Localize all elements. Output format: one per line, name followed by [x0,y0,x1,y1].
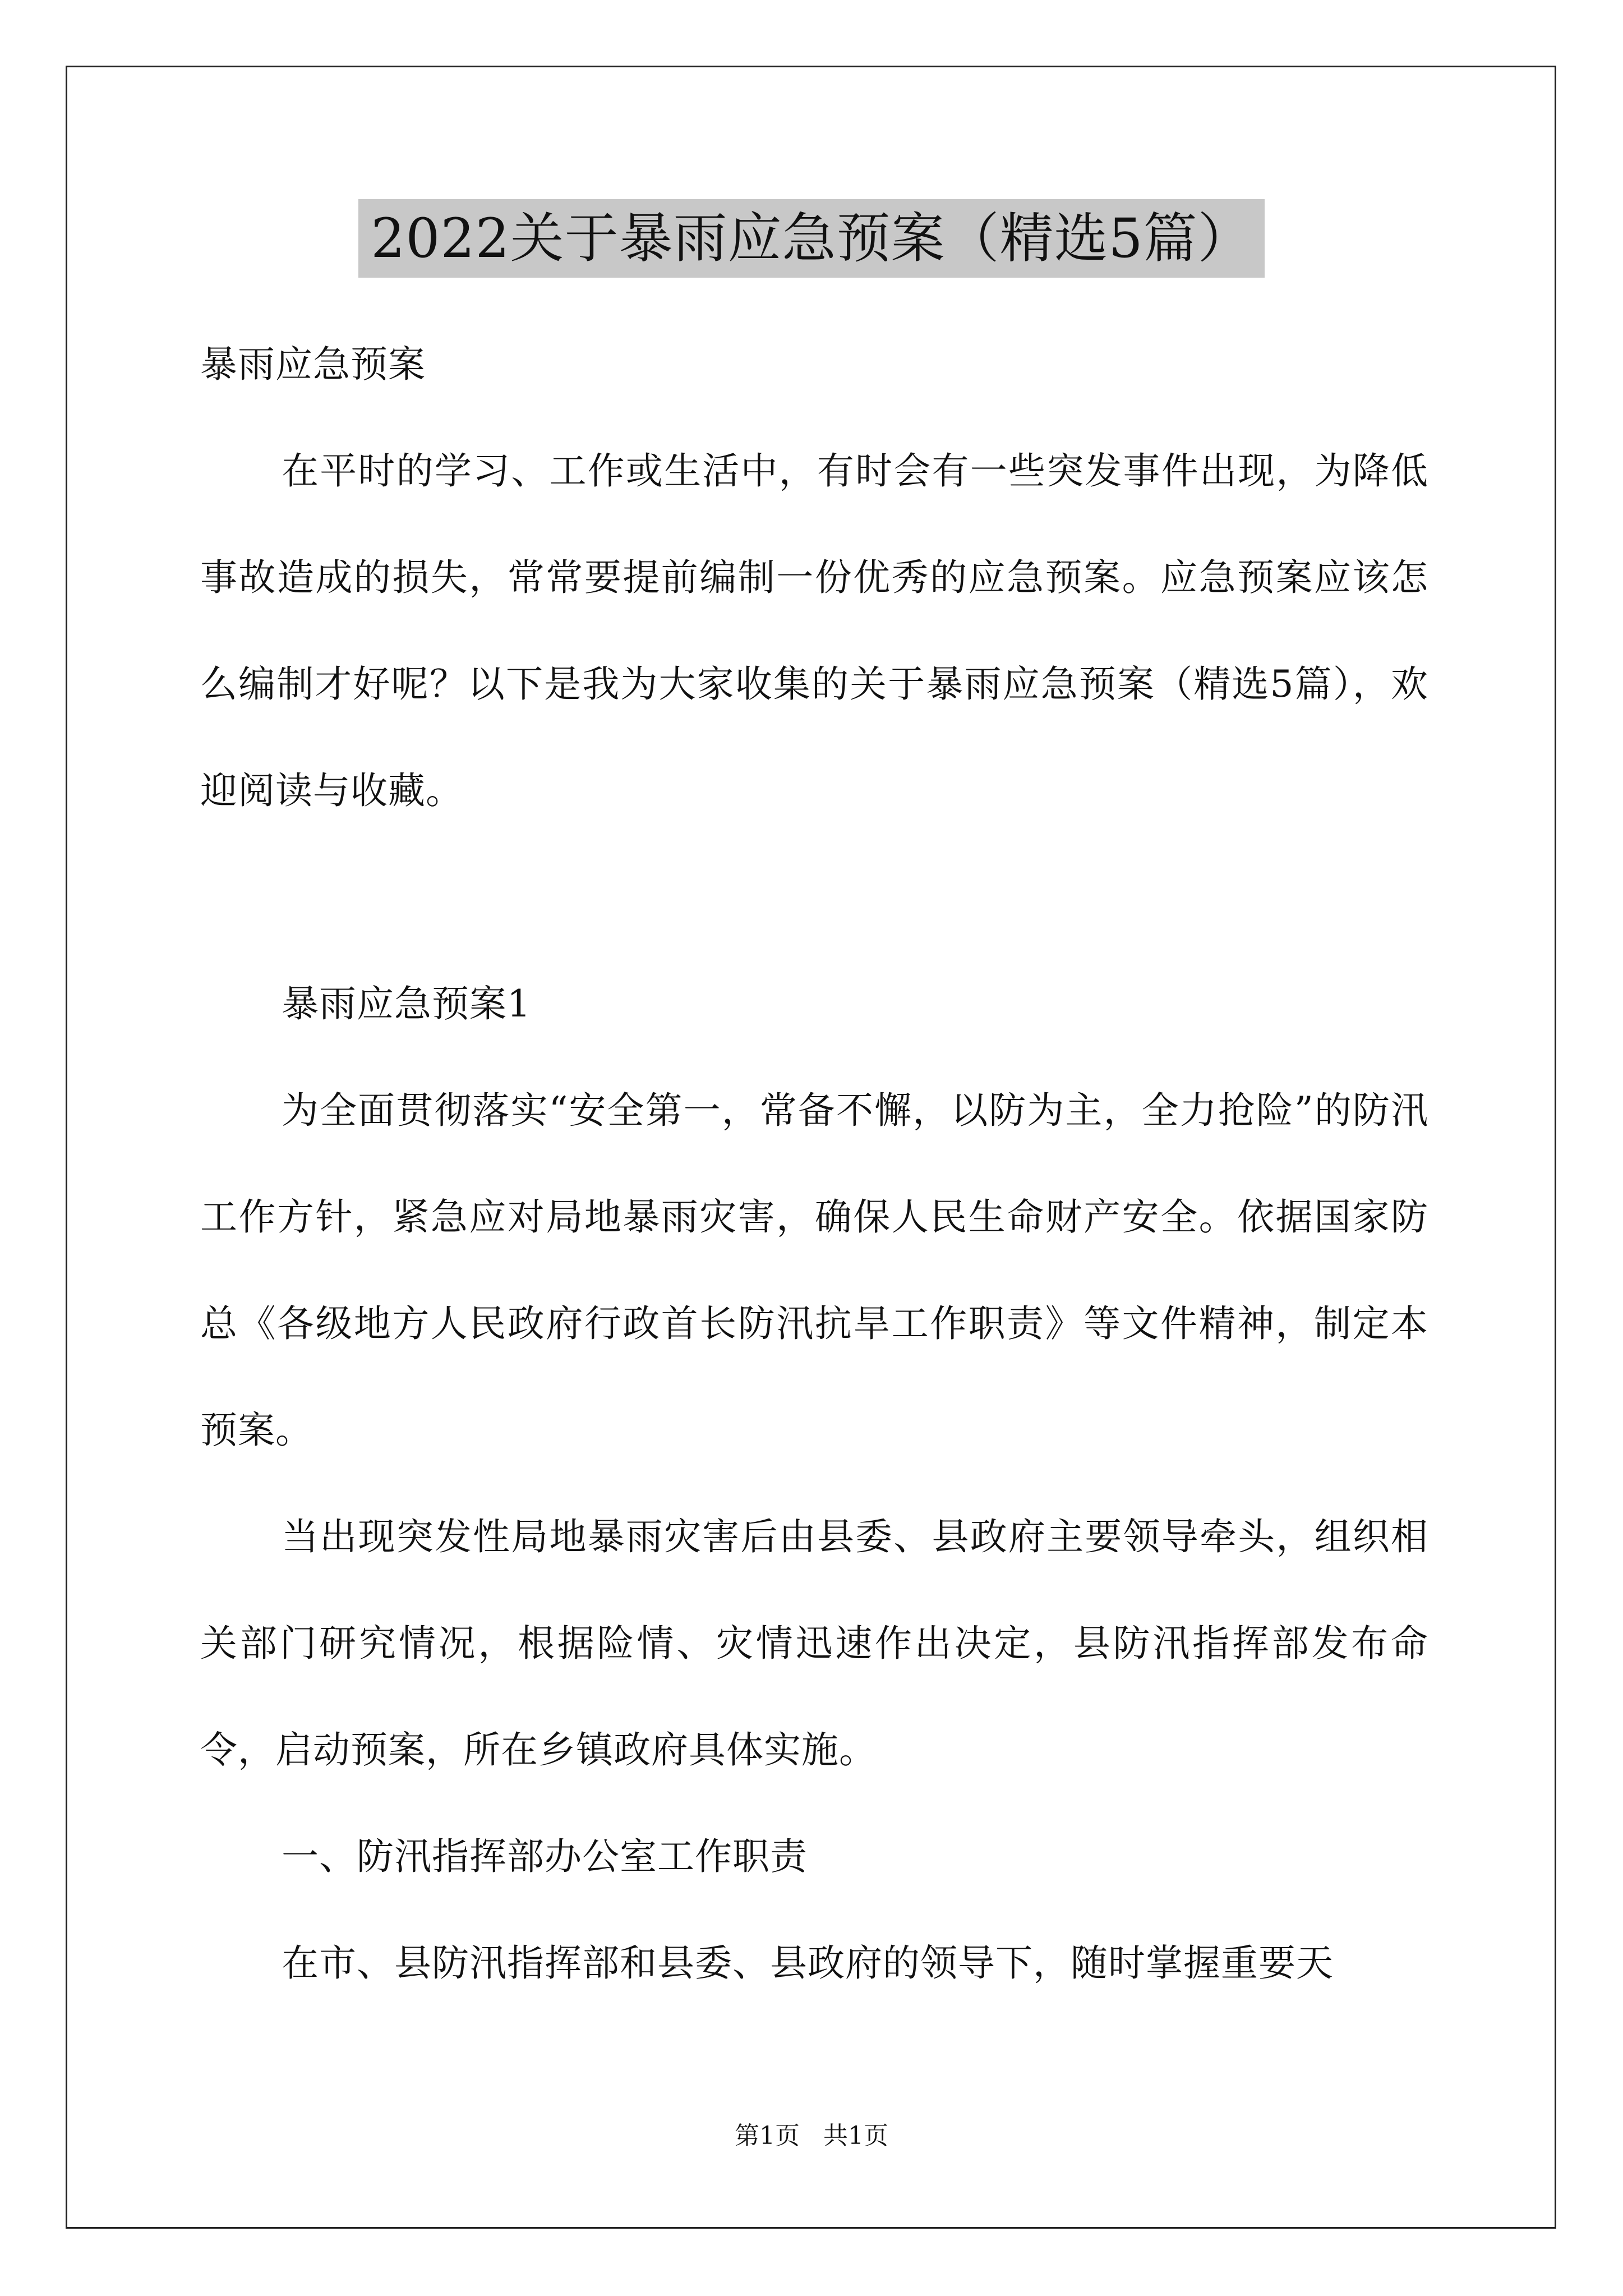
document-title: 2022关于暴雨应急预案（精选5篇） [358,199,1264,278]
body-paragraph: 当出现突发性局地暴雨灾害后由县委、县政府主要领导牵头，组织相关部门研究情况，根据险情、灾情迅速作出决定，县防汛指挥部发布命令，启动预案，所在乡镇政府具体实施。 [200,1515,1428,1772]
paragraph-gap [200,844,1428,951]
title-container [0,199,1623,278]
body-paragraph: 在市、县防汛指挥部和县委、县政府的领导下，随时掌握重要天 [282,1941,1334,1985]
document-body [200,311,1428,2017]
body-paragraph: 为全面贯彻落实“安全第一，常备不懈，以防为主，全力抢险”的防汛工作方针，紧急应对局地暴雨灾害，确保人民生命财产安全。依据国家防总《各级地方人民政府行政首长防汛抗旱工作职责》等文件精神，制定本预案。 [200,1089,1428,1452]
page-footer: 第1页 共1页 [735,2122,888,2150]
plan-heading: 暴雨应急预案1 [282,982,531,1025]
intro-paragraph: 在平时的学习、工作或生活中，有时会有一些突发事件出现，为降低事故造成的损失，常常要提前编制一份优秀的应急预案。应急预案应该怎么编制才好呢？以下是我为大家收集的关于暴雨应急预案（精选5篇），欢迎阅读与收藏。 [200,449,1428,812]
section-heading: 暴雨应急预案 [200,343,426,386]
subsection-heading: 一、防汛指挥部办公室工作职责 [282,1835,808,1878]
